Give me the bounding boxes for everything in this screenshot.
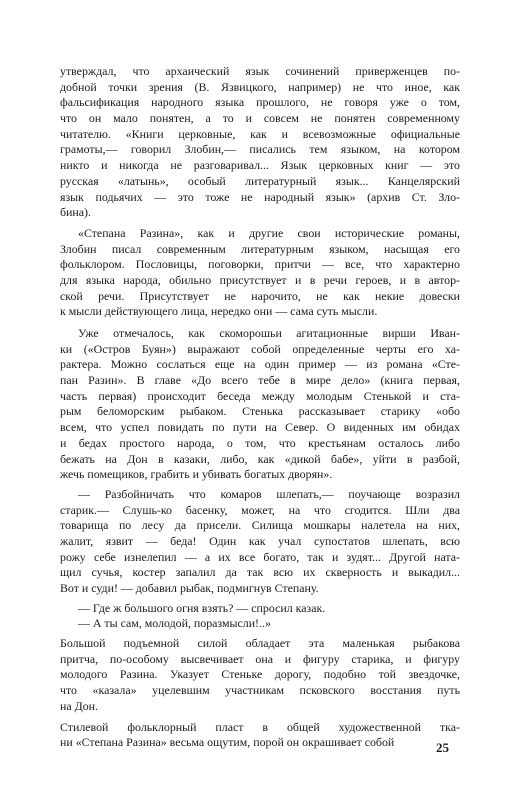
text-line: никто и никогда не разговаривал... Язык церковных книг — это (60, 158, 460, 173)
paragraph (60, 636, 460, 714)
text-line: «Степана Разина», как и другие свои исторические романы, (78, 225, 460, 240)
text-line: молодого Разина. Указует Стеньке дорогу, подобно той звездочке, (60, 667, 460, 682)
text-line: Большой подъемной силой обладает эта маленькая рыбакова (60, 636, 460, 651)
text-line: всем, что успел повидать по пути на Север. О виденных им обидах (60, 420, 460, 435)
text-line: бина). (60, 205, 91, 220)
paragraph (60, 487, 460, 597)
text-line: грамоты,— говорил Злобин,— писались тем языком, на котором (60, 142, 460, 157)
body-text (60, 64, 460, 751)
text-line: ки («Остров Буян») выражают собой определенные черты его ха- (60, 341, 460, 356)
text-line: — Где ж большого огня взять? — спросил казак. (78, 600, 326, 615)
paragraph (60, 64, 460, 221)
text-line: щил сучья, костер запалил да так всю их скверность и выкадил... (60, 565, 460, 580)
text-line: Злобин писал современным литературным языком, насыщая его (60, 241, 460, 256)
text-line: товарища по лесу да присели. Силища мошкары налетела на них, (60, 518, 460, 533)
paragraph (60, 226, 460, 320)
text-line: рактера. Можно сослаться еще на один пример — из романа «Сте- (60, 357, 460, 372)
text-line: пан Разин». В главе «До всего тебе в мире дело» (книга первая, (60, 373, 460, 388)
text-line: ской речи. Присутствует не нарочито, не как некие довески (60, 288, 460, 303)
text-line: на Дон. (60, 698, 99, 713)
text-line: притча, по-особому высвечивает она и фигуру старика, и фигуру (60, 651, 460, 666)
text-line: часть первая) происходит беседа между молодым Стенькой и ста- (60, 388, 460, 403)
paragraph (60, 601, 460, 617)
text-line: и бедах простого народа, о том, что крестьянам осталось либо (60, 435, 460, 450)
text-line: рожу себе изнелепил — а их все богато, так и зудят... Другой ната- (60, 549, 460, 564)
text-line: — А ты сам, молодой, поразмысли!..» (78, 616, 271, 631)
text-line: что «казала» уцелевшим участникам псковского восстания путь (60, 683, 460, 698)
text-line: — Разбойничать что комаров шлепать,— поучающе возразил (78, 486, 460, 501)
text-line: Вот и суди! — добавил рыбак, подмигнув Степану. (60, 581, 319, 595)
text-line: старик.— Слушь-ко басенку, может, на что сгодится. Шли два (60, 502, 460, 517)
text-line: Стилевой фольклорный пласт в общей художественной тка- (60, 719, 460, 734)
text-line: рым беломорским рыбаком. Стенька рассказывает старику «обо (60, 404, 460, 419)
paragraph (60, 326, 460, 483)
text-line: ни «Степана Разина» весьма ощутим, порой он окрашивает собой (60, 735, 395, 750)
text-line: что он мало понятен, а то и совсем не понятен современному (60, 111, 460, 126)
text-line: читателю. «Книги церковные, как и всевозможные официальные (60, 126, 460, 141)
text-line: жечь помещиков, грабить и убивать богатых дворян». (60, 467, 333, 482)
text-line: утверждал, что архаический язык сочинений приверженцев по- (60, 64, 460, 78)
text-line: Уже отмечалось, как скоморошьи агитационные вирши Иван- (78, 326, 460, 340)
paragraph (60, 616, 460, 632)
text-line: бежать на Дон в казаки, либо, как «дикой бабе», уйти в разбой, (60, 451, 460, 466)
paragraph (60, 720, 460, 751)
text-line: добной точки зрения (В. Язвицкого, например) не что иное, как (60, 79, 460, 94)
text-line: фольклором. Пословицы, поговорки, притчи — все, что характерно (60, 257, 460, 272)
text-line: русская «латынь», особый литературный язык... Канцелярский (60, 173, 460, 188)
page-number: 25 (436, 740, 449, 755)
text-line: к мысли действующего лица, нередко они — сама суть мысли. (60, 304, 378, 319)
text-line: жалит, язвит — беда! Один как учал супостатов шлепать, всю (60, 533, 460, 548)
text-line: фальсификация народного языка прошлого, не говоря уже о том, (60, 95, 460, 110)
text-line: для языка народа, обильно присутствует и в речи героев, и в автор- (60, 272, 460, 287)
text-line: язык подьячих — это тоже не народный язык» (архив Ст. Зло- (60, 189, 460, 204)
